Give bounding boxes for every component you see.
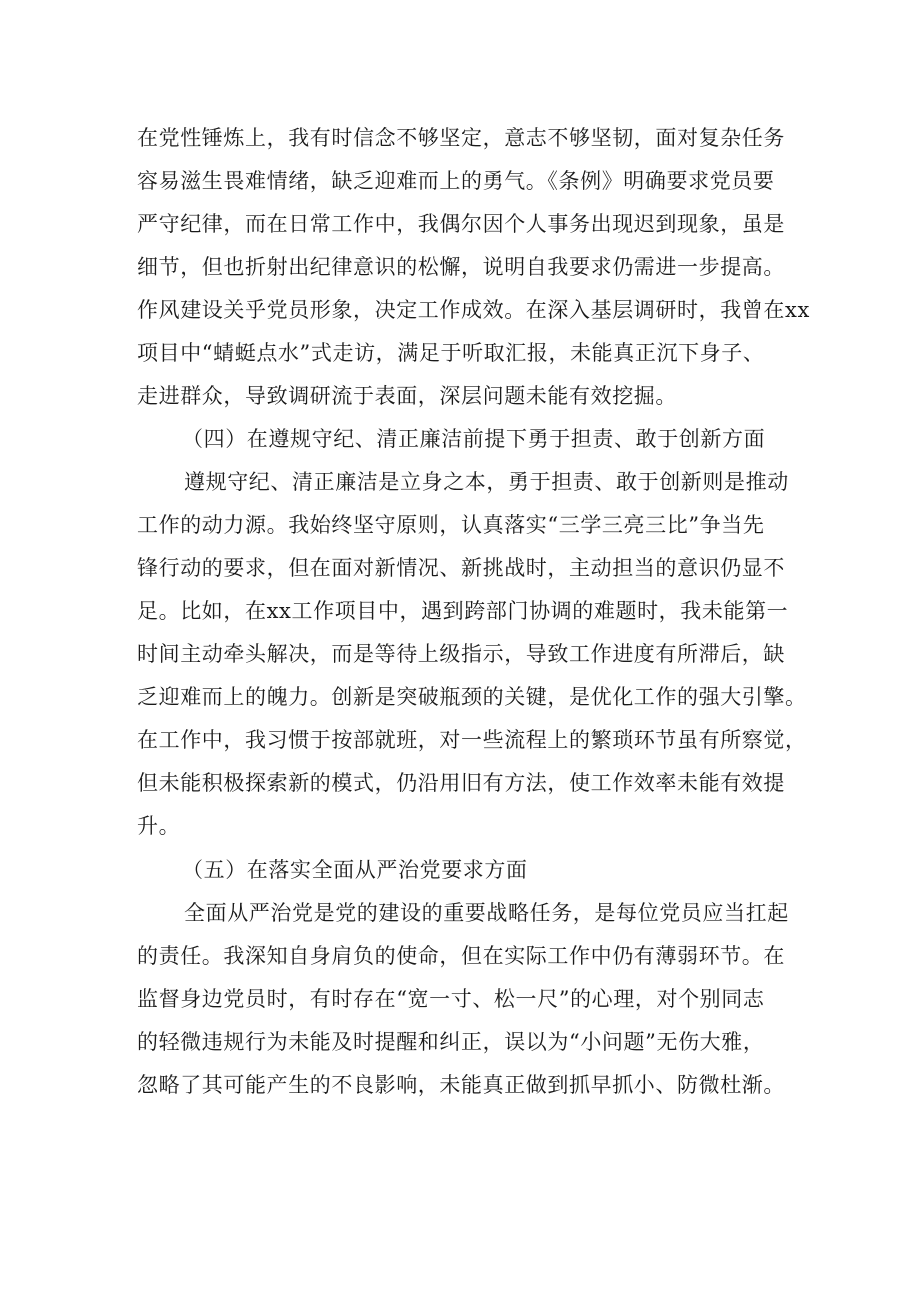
paragraph-line: 在工作中，我习惯于按部就班，对一些流程上的繁琐环节虽有所察觉， — [137, 728, 807, 752]
paragraph-line: 忽略了其可能产生的不良影响，未能真正做到抓早抓小、防微杜渐。 — [137, 1073, 785, 1097]
paragraph-line: 锋行动的要求，但在面对新情况、新挑战时，主动担当的意识仍显不 — [137, 556, 785, 580]
paragraph-line: 全面从严治党是党的建设的重要战略任务，是每位党员应当扛起 — [184, 901, 789, 925]
paragraph-line: 的轻微违规行为未能及时提醒和纠正，误以为“小问题”无伤大雅， — [137, 1030, 765, 1054]
paragraph-line: 时间主动牵头解决，而是等待上级指示，导致工作进度有所滞后，缺 — [137, 642, 785, 666]
paragraph-line: 但未能积极探索新的模式，仍沿用旧有方法，使工作效率未能有效提 — [137, 771, 785, 795]
paragraph-line: 乏迎难而上的魄力。创新是突破瓶颈的关键，是优化工作的强大引擎。 — [137, 685, 807, 709]
paragraph-line: 的责任。我深知自身肩负的使命，但在实际工作中仍有薄弱环节。在 — [137, 944, 785, 968]
paragraph-line: 作风建设关乎党员形象，决定工作成效。在深入基层调研时，我曾在xx — [137, 298, 810, 322]
paragraph-line: 容易滋生畏难情绪，缺乏迎难而上的勇气。《条例》明确要求党员要 — [137, 169, 775, 193]
paragraph-line: 监督身边党员时，有时存在“宽一寸、松一尺”的心理，对个别同志 — [137, 987, 765, 1011]
paragraph-line: 项目中“蜻蜓点水”式走访，满足于听取汇报，未能真正沉下身子、 — [137, 341, 765, 365]
paragraph-line: 遵规守纪、清正廉洁是立身之本，勇于担责、敢于创新则是推动 — [184, 470, 789, 494]
section-heading-5: （五）在落实全面从严治党要求方面 — [182, 858, 528, 882]
paragraph-line: 严守纪律，而在日常工作中，我偶尔因个人事务出现迟到现象，虽是 — [137, 212, 785, 236]
paragraph-line: 足。比如，在xx工作项目中，遇到跨部门协调的难题时，我未能第一 — [137, 599, 789, 623]
section-heading-4: （四）在遵规守纪、清正廉洁前提下勇于担责、敢于创新方面 — [182, 427, 766, 451]
paragraph-line: 升。 — [137, 814, 181, 838]
paragraph-line: 在党性锤炼上，我有时信念不够坚定，意志不够坚韧，面对复杂任务 — [137, 126, 785, 150]
paragraph-line: 走进群众，导致调研流于表面，深层问题未能有效挖掘。 — [137, 384, 677, 408]
paragraph-line: 工作的动力源。我始终坚守原则，认真落实“三学三亮三比”争当先 — [137, 513, 765, 537]
paragraph-line: 细节，但也折射出纪律意识的松懈，说明自我要求仍需进一步提高。 — [137, 255, 785, 279]
